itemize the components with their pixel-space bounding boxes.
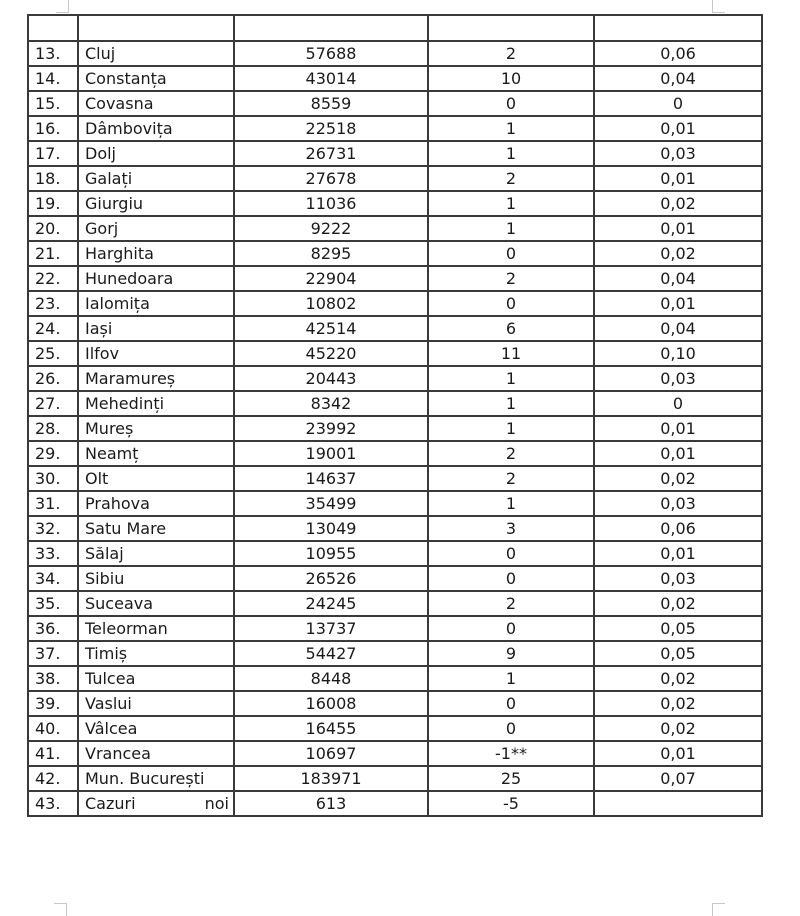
total-cases-cell: 19001: [234, 441, 428, 466]
page-corner-mark-bottom-left: [54, 903, 67, 916]
new-cases-cell: -5: [428, 791, 594, 816]
row-number-cell: 26.: [28, 366, 78, 391]
incidence-rate-cell: 0,06: [594, 41, 762, 66]
new-cases-cell: 2: [428, 591, 594, 616]
row-number-cell: 39.: [28, 691, 78, 716]
new-cases-cell: 0: [428, 691, 594, 716]
table-row: [28, 466, 762, 491]
table-row: [28, 341, 762, 366]
new-cases-cell: 0: [428, 291, 594, 316]
total-cases-cell: 9222: [234, 216, 428, 241]
county-name-cell: [78, 791, 234, 816]
new-cases-cell: 10: [428, 66, 594, 91]
county-name-cell: Giurgiu: [78, 191, 234, 216]
table-row: [28, 216, 762, 241]
county-name-cell: Iași: [78, 316, 234, 341]
table-row: [28, 766, 762, 791]
row-number-cell: 17.: [28, 141, 78, 166]
table-row: [28, 416, 762, 441]
row-number-cell: 42.: [28, 766, 78, 791]
row-number-cell: 38.: [28, 666, 78, 691]
new-cases-cell: 1: [428, 391, 594, 416]
incidence-rate-cell: 0,07: [594, 766, 762, 791]
county-name-justified: [85, 792, 233, 815]
row-number-cell: 19.: [28, 191, 78, 216]
row-number-cell: 22.: [28, 266, 78, 291]
incidence-rate-cell: [594, 791, 762, 816]
county-name-cell: Dâmbovița: [78, 116, 234, 141]
table-row: [28, 641, 762, 666]
new-cases-cell: 6: [428, 316, 594, 341]
county-name-cell: Satu Mare: [78, 516, 234, 541]
incidence-rate-cell: 0,01: [594, 441, 762, 466]
incidence-rate-cell: 0,06: [594, 516, 762, 541]
total-cases-cell: 613: [234, 791, 428, 816]
table-row: [28, 691, 762, 716]
incidence-rate-cell: 0,04: [594, 316, 762, 341]
new-cases-cell: 0: [428, 241, 594, 266]
row-number-cell: 34.: [28, 566, 78, 591]
row-number-cell: 30.: [28, 466, 78, 491]
page-corner-mark-bottom-right: [712, 903, 725, 916]
total-cases-cell: 45220: [234, 341, 428, 366]
table-row: [28, 666, 762, 691]
incidence-rate-cell: 0,02: [594, 666, 762, 691]
new-cases-cell: 1: [428, 366, 594, 391]
county-name-cell: Olt: [78, 466, 234, 491]
new-cases-cell: 2: [428, 166, 594, 191]
new-cases-cell: 1: [428, 216, 594, 241]
total-cases-cell: 27678: [234, 166, 428, 191]
county-name-cell: Cluj: [78, 41, 234, 66]
county-name-cell: Timiș: [78, 641, 234, 666]
county-name-cell: Vâlcea: [78, 716, 234, 741]
incidence-rate-cell: 0,04: [594, 266, 762, 291]
table-row-total: [28, 791, 762, 816]
county-name-cell: Neamț: [78, 441, 234, 466]
total-cases-cell: 8559: [234, 91, 428, 116]
county-name-word-right: noi: [204, 794, 229, 813]
new-cases-cell: 1: [428, 416, 594, 441]
total-cases-cell: 8342: [234, 391, 428, 416]
incidence-rate-cell: 0,01: [594, 541, 762, 566]
table-row: [28, 741, 762, 766]
incidence-rate-cell: 0,02: [594, 716, 762, 741]
total-cases-cell: 16455: [234, 716, 428, 741]
incidence-rate-cell: 0,02: [594, 691, 762, 716]
total-cases-cell: 57688: [234, 41, 428, 66]
total-cases-cell: 24245: [234, 591, 428, 616]
row-number-cell: 36.: [28, 616, 78, 641]
new-cases-cell: 2: [428, 466, 594, 491]
row-number-cell: 41.: [28, 741, 78, 766]
total-cases-cell: 13737: [234, 616, 428, 641]
header-cell-number: [28, 15, 78, 41]
table-row: [28, 716, 762, 741]
total-cases-cell: 10802: [234, 291, 428, 316]
county-name-cell: Teleorman: [78, 616, 234, 641]
county-name-cell: Ialomița: [78, 291, 234, 316]
new-cases-cell: 1: [428, 191, 594, 216]
page-corner-mark-top-right: [712, 0, 725, 13]
row-number-cell: 24.: [28, 316, 78, 341]
new-cases-cell: 3: [428, 516, 594, 541]
county-name-cell: Mureș: [78, 416, 234, 441]
new-cases-cell: 2: [428, 41, 594, 66]
total-cases-cell: 14637: [234, 466, 428, 491]
county-name-cell: Dolj: [78, 141, 234, 166]
incidence-rate-cell: 0,01: [594, 416, 762, 441]
row-number-cell: 37.: [28, 641, 78, 666]
table-row: [28, 491, 762, 516]
incidence-rate-cell: 0,04: [594, 66, 762, 91]
table-row: [28, 366, 762, 391]
row-number-cell: 28.: [28, 416, 78, 441]
total-cases-cell: 8295: [234, 241, 428, 266]
county-name-cell: Vrancea: [78, 741, 234, 766]
total-cases-cell: 8448: [234, 666, 428, 691]
row-number-cell: 15.: [28, 91, 78, 116]
table-row: [28, 266, 762, 291]
row-number-cell: 21.: [28, 241, 78, 266]
table-row: [28, 141, 762, 166]
incidence-rate-cell: 0,01: [594, 291, 762, 316]
header-cell-new: [428, 15, 594, 41]
table-row: [28, 566, 762, 591]
incidence-rate-cell: 0,01: [594, 166, 762, 191]
new-cases-cell: 1: [428, 141, 594, 166]
new-cases-cell: 0: [428, 91, 594, 116]
incidence-rate-cell: 0,02: [594, 591, 762, 616]
total-cases-cell: 13049: [234, 516, 428, 541]
incidence-rate-cell: 0,02: [594, 466, 762, 491]
county-name-cell: Vaslui: [78, 691, 234, 716]
total-cases-cell: 54427: [234, 641, 428, 666]
new-cases-cell: 25: [428, 766, 594, 791]
row-number-cell: 18.: [28, 166, 78, 191]
row-number-cell: 23.: [28, 291, 78, 316]
incidence-rate-cell: 0,01: [594, 116, 762, 141]
new-cases-cell: 9: [428, 641, 594, 666]
incidence-rate-cell: 0,03: [594, 566, 762, 591]
table-row: [28, 291, 762, 316]
table-row: [28, 191, 762, 216]
county-name-cell: Sălaj: [78, 541, 234, 566]
total-cases-cell: 23992: [234, 416, 428, 441]
row-number-cell: 25.: [28, 341, 78, 366]
total-cases-cell: 16008: [234, 691, 428, 716]
county-name-cell: Suceava: [78, 591, 234, 616]
incidence-rate-cell: 0,02: [594, 241, 762, 266]
row-number-cell: 27.: [28, 391, 78, 416]
table-row: [28, 41, 762, 66]
row-number-cell: 16.: [28, 116, 78, 141]
row-number-cell: 43.: [28, 791, 78, 816]
row-number-cell: 13.: [28, 41, 78, 66]
header-cell-county: [78, 15, 234, 41]
row-number-cell: 33.: [28, 541, 78, 566]
page-corner-mark-top-left: [56, 0, 69, 13]
county-name-cell: Sibiu: [78, 566, 234, 591]
total-cases-cell: 22904: [234, 266, 428, 291]
table-row: [28, 116, 762, 141]
total-cases-cell: 43014: [234, 66, 428, 91]
incidence-rate-cell: 0,03: [594, 141, 762, 166]
total-cases-cell: 11036: [234, 191, 428, 216]
county-cases-table: [27, 14, 763, 817]
table-row: [28, 91, 762, 116]
incidence-rate-cell: 0,05: [594, 616, 762, 641]
row-number-cell: 32.: [28, 516, 78, 541]
table-row: [28, 391, 762, 416]
row-number-cell: 29.: [28, 441, 78, 466]
total-cases-cell: 10697: [234, 741, 428, 766]
table-row: [28, 541, 762, 566]
total-cases-cell: 35499: [234, 491, 428, 516]
total-cases-cell: 183971: [234, 766, 428, 791]
incidence-rate-cell: 0,03: [594, 366, 762, 391]
new-cases-cell: 0: [428, 716, 594, 741]
table-row: [28, 441, 762, 466]
county-name-cell: Ilfov: [78, 341, 234, 366]
total-cases-cell: 10955: [234, 541, 428, 566]
total-cases-cell: 20443: [234, 366, 428, 391]
row-number-cell: 35.: [28, 591, 78, 616]
incidence-rate-cell: 0: [594, 91, 762, 116]
county-name-word-left: Cazuri: [85, 794, 136, 813]
incidence-rate-cell: 0,01: [594, 216, 762, 241]
county-name-cell: Tulcea: [78, 666, 234, 691]
new-cases-cell: 2: [428, 441, 594, 466]
total-cases-cell: 26526: [234, 566, 428, 591]
new-cases-cell: 1: [428, 116, 594, 141]
county-name-cell: Mehedinți: [78, 391, 234, 416]
incidence-rate-cell: 0,01: [594, 741, 762, 766]
incidence-rate-cell: 0: [594, 391, 762, 416]
incidence-rate-cell: 0,02: [594, 191, 762, 216]
new-cases-cell: 1: [428, 666, 594, 691]
table-row: [28, 241, 762, 266]
table-row: [28, 591, 762, 616]
new-cases-cell: 11: [428, 341, 594, 366]
county-name-cell: Harghita: [78, 241, 234, 266]
table-header-row: [28, 15, 762, 41]
county-name-cell: Galați: [78, 166, 234, 191]
table-row: [28, 616, 762, 641]
county-name-cell: Mun. București: [78, 766, 234, 791]
new-cases-cell: 2: [428, 266, 594, 291]
county-name-cell: Prahova: [78, 491, 234, 516]
header-cell-rate: [594, 15, 762, 41]
new-cases-cell: 0: [428, 566, 594, 591]
new-cases-cell: 0: [428, 616, 594, 641]
county-name-cell: Constanța: [78, 66, 234, 91]
county-name-cell: Hunedoara: [78, 266, 234, 291]
incidence-rate-cell: 0,03: [594, 491, 762, 516]
table-row: [28, 166, 762, 191]
row-number-cell: 40.: [28, 716, 78, 741]
incidence-rate-cell: 0,05: [594, 641, 762, 666]
total-cases-cell: 22518: [234, 116, 428, 141]
total-cases-cell: 42514: [234, 316, 428, 341]
table-row: [28, 316, 762, 341]
new-cases-cell: 0: [428, 541, 594, 566]
county-name-cell: Covasna: [78, 91, 234, 116]
county-name-cell: Maramureș: [78, 366, 234, 391]
table-row: [28, 516, 762, 541]
row-number-cell: 31.: [28, 491, 78, 516]
new-cases-cell: 1: [428, 491, 594, 516]
row-number-cell: 20.: [28, 216, 78, 241]
new-cases-cell: -1**: [428, 741, 594, 766]
row-number-cell: 14.: [28, 66, 78, 91]
header-cell-total: [234, 15, 428, 41]
total-cases-cell: 26731: [234, 141, 428, 166]
incidence-rate-cell: 0,10: [594, 341, 762, 366]
table-row: [28, 66, 762, 91]
county-name-cell: Gorj: [78, 216, 234, 241]
